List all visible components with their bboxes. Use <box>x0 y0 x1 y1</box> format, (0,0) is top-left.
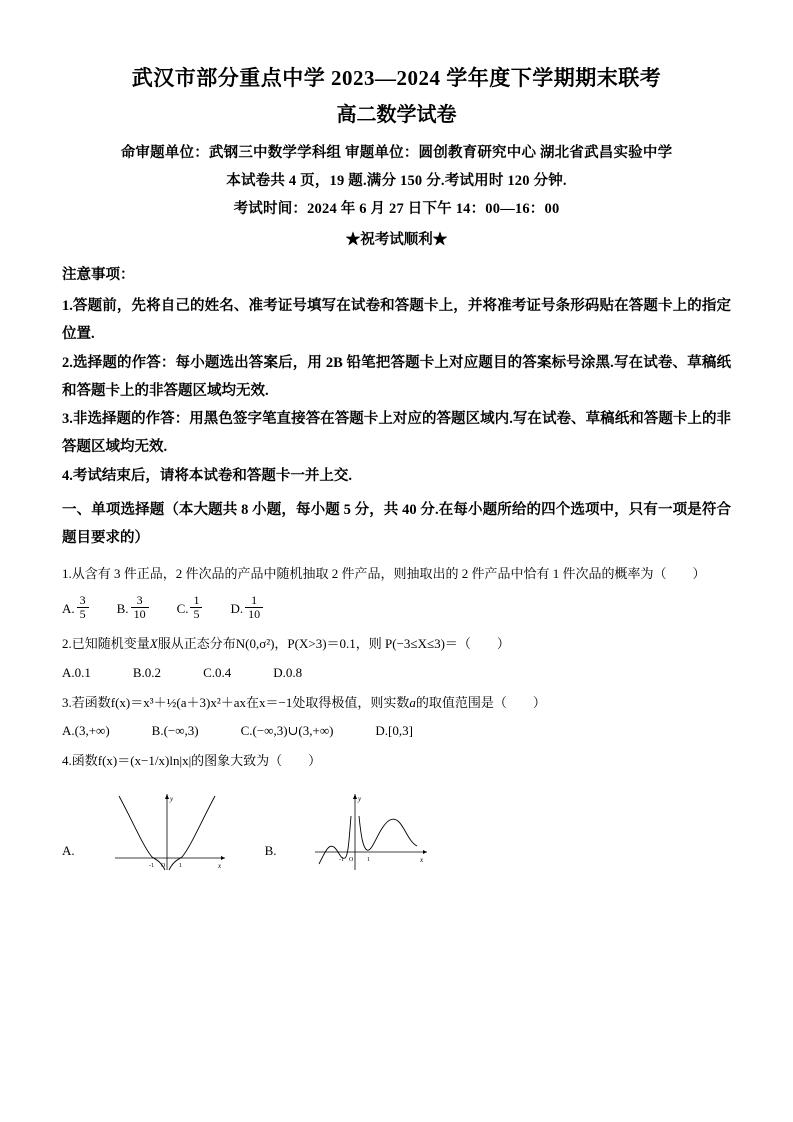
option-1-b[interactable] <box>117 595 151 622</box>
question-2-stem <box>62 632 731 657</box>
question-3-stem-post: 处取得极值，则实数 <box>292 694 410 710</box>
graph-option-a[interactable] <box>105 786 235 876</box>
question-2-variable: X <box>149 635 158 651</box>
fraction-1-10: $\frac{1}{10}$ <box>245 594 263 621</box>
option-1-a-label: A. <box>62 600 75 616</box>
question-3-x-value: x＝−1 <box>259 694 293 710</box>
page-subtitle: 高二数学试卷 <box>336 104 457 126</box>
svg-text:x: x <box>217 862 221 871</box>
fraction-1-5: $\frac{1}{5}$ <box>190 594 202 621</box>
option-3-a[interactable]: A.(3,+∞) <box>62 723 110 739</box>
meta-exam-time: 考试时间：2024 年 6 月 27 日下午 14：00—16：00 <box>233 201 560 217</box>
option-3-b[interactable]: B.(−∞,3) <box>151 723 199 739</box>
notice-heading: 注意事项： <box>62 267 135 283</box>
page-title: 武汉市部分重点中学 2023—2024 学年度下学期期末联考 <box>131 66 662 90</box>
question-4-expression: f(x)＝(x−1/x)ln|x| <box>97 753 192 769</box>
svg-text:y: y <box>357 795 361 804</box>
question-3-stem-tail: 的取值范围是（ ） <box>415 694 546 710</box>
question-4-stem-pre: 4.函数 <box>62 753 98 769</box>
svg-text:O: O <box>348 857 353 864</box>
option-2-a[interactable]: A.0.1 <box>62 664 91 680</box>
option-1-c-label: C. <box>176 600 189 616</box>
question-3-stem <box>62 691 731 716</box>
question-3-parameter: a <box>409 694 416 710</box>
notice-item-3: 3.非选择题的作答：用黑色签字笔直接答在答题卡上对应的答题区域内.写在试卷、草稿纸和答题卡上的非答题区域均无效. <box>62 411 731 456</box>
notice-item-1: 1.答题前，先将自己的姓名、准考证号填写在试卷和答题卡上，并将准考证号条形码贴在答题卡上的指定位置. <box>62 298 731 343</box>
graph-a-icon <box>105 786 235 876</box>
good-luck-text: ★祝考试顺利★ <box>345 232 448 248</box>
question-2-expression: N(0,σ²)，P(X>3)＝0.1，则 P(−3≤X≤3)＝ <box>235 635 458 651</box>
question-1-stem: 1.从含有 3 件正品，2 件次品的产品中随机抽取 2 件产品，则抽取出的 2 件产品中恰有 1 件次品的概率为（ ） <box>62 566 706 582</box>
option-3-d[interactable]: D.[0,3] <box>375 723 413 739</box>
option-1-b-label: B. <box>116 600 129 616</box>
question-3-options <box>62 723 731 739</box>
option-1-c[interactable] <box>177 595 205 622</box>
notice-item-4: 4.考试结束后，请将本试卷和答题卡一并上交. <box>62 467 352 484</box>
question-2-stem-pre: 2.已知随机变量 <box>62 635 150 651</box>
question-1-options <box>62 595 731 622</box>
question-4-stem-tail: 的图象大致为（ ） <box>191 753 322 769</box>
svg-text:-1: -1 <box>148 863 154 870</box>
question-3-stem-mid: 在 <box>246 694 260 710</box>
svg-text:1: 1 <box>366 857 370 864</box>
fraction-3-10: $\frac{3}{10}$ <box>131 594 149 621</box>
graph-option-b[interactable] <box>307 786 437 876</box>
svg-text:-1: -1 <box>338 857 344 864</box>
svg-text:x: x <box>419 856 423 865</box>
question-2-stem-tail: （ ） <box>457 635 510 651</box>
question-2-options <box>62 665 731 681</box>
question-4-graph-options <box>62 786 731 876</box>
section-1-heading: 一、单项选择题（本大题共 8 小题，每小题 5 分，共 40 分.在每小题所给的四个选项中，只有一项是符合题目要求的） <box>62 501 731 547</box>
option-4-b-label[interactable]: B. <box>264 843 277 859</box>
option-1-d[interactable] <box>230 595 265 622</box>
svg-text:y: y <box>169 795 173 804</box>
option-4-a-label[interactable]: A. <box>62 843 75 859</box>
meta-authoring-units: 命审题单位：武钢三中数学学科组 审题单位：圆创教育研究中心 湖北省武昌实验中学 <box>120 145 673 161</box>
question-3-expression: f(x)＝x³＋½(a＋3)x²＋ax <box>110 694 246 710</box>
option-1-d-label: D. <box>230 600 244 616</box>
svg-text:1: 1 <box>178 863 182 870</box>
svg-text:O: O <box>160 863 165 870</box>
option-2-c[interactable]: C.0.4 <box>203 664 232 680</box>
notice-item-2: 2.选择题的作答：每小题选出答案后，用 2B 铅笔把答题卡上对应题目的答案标号涂黑.写在试卷、草稿纸和答题卡上的非答题区域均无效. <box>62 354 731 399</box>
option-1-a[interactable] <box>62 595 91 622</box>
graph-b-icon <box>307 786 437 876</box>
fraction-3-5: $\frac{3}{5}$ <box>77 594 89 621</box>
option-2-b[interactable]: B.0.2 <box>132 664 162 680</box>
question-2-stem-mid: 服从正态分布 <box>157 635 236 651</box>
question-4-stem <box>62 749 731 774</box>
question-3-stem-pre: 3.若函数 <box>62 694 111 710</box>
meta-paper-info: 本试卷共 4 页，19 题.满分 150 分.考试用时 120 分钟. <box>226 173 567 189</box>
option-3-c[interactable]: C.(−∞,3)∪(3,+∞) <box>240 723 334 739</box>
option-2-d[interactable]: D.0.8 <box>273 664 303 680</box>
